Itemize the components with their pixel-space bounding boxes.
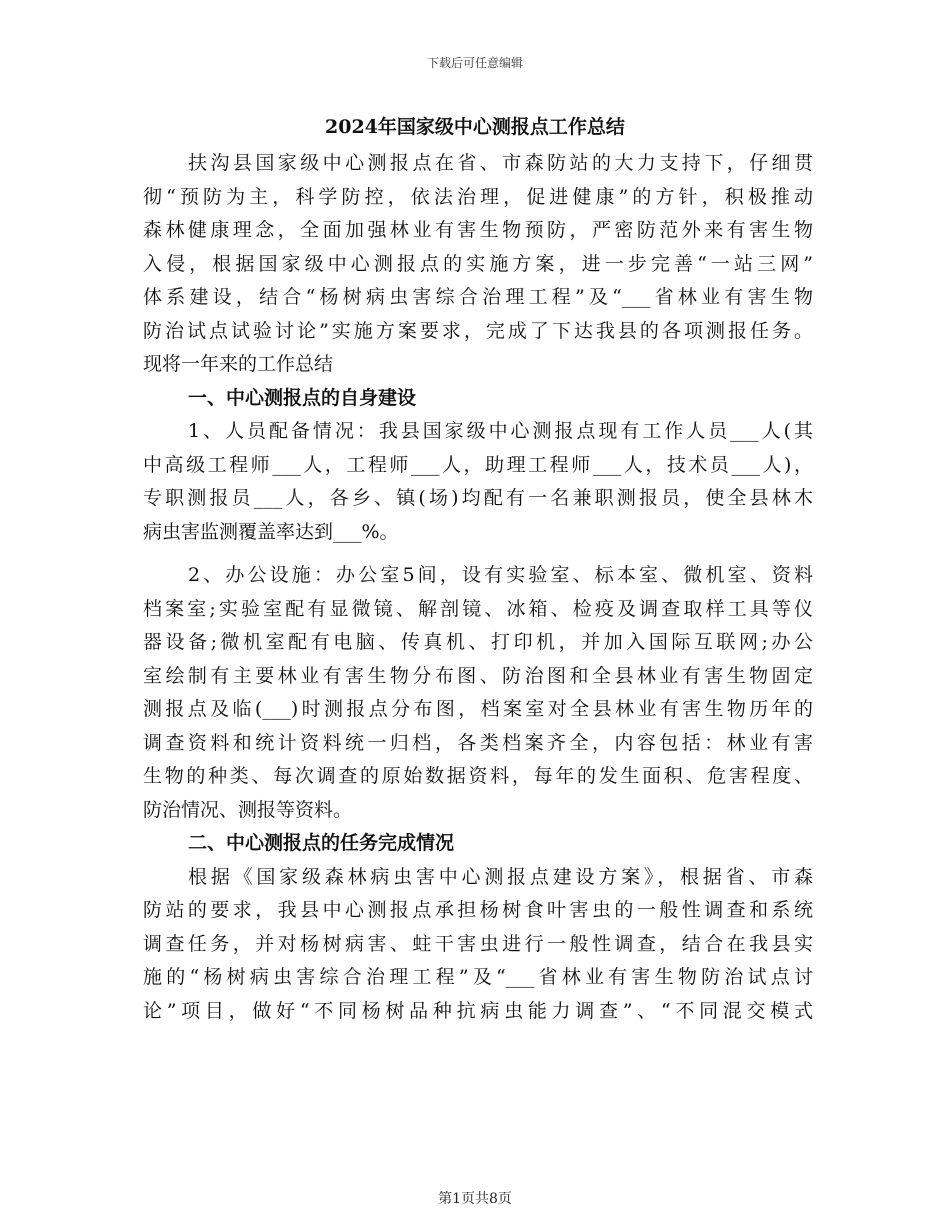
paragraph-line: 入侵，根据国家级中心测报点的实施方案，进一步完善“一站三网” (143, 252, 813, 275)
paragraph-line: 室绘制有主要林业有害生物分布图、防治图和全县林业有害生物固定 (143, 664, 813, 687)
paragraph-line: 论”项目，做好“不同杨树品种抗病虫能力调查”、“不同混交模式 (143, 999, 813, 1022)
paragraph-line: 防治试点试验讨论”实施方案要求，完成了下达我县的各项测报任务。 (143, 319, 813, 342)
paragraph-line: 生物的种类、每次调查的原始数据资料，每年的发生面积、危害程度、 (143, 765, 813, 787)
paragraph-line: 施的“杨树病虫害综合治理工程”及“___省林业有害生物防治试点讨 (143, 966, 813, 988)
paragraph-line: 体系建设，结合“杨树病虫害综合治理工程”及“___省林业有害生物 (143, 286, 813, 308)
paragraph-line: 调查任务，并对杨树病害、蛀干害虫进行一般性调查，结合在我县实 (143, 932, 813, 955)
paragraph-line: 1、人员配备情况：我县国家级中心测报点现有工作人员___人(其 (188, 420, 813, 442)
paragraph-line: 调查资料和统计资料统一归档，各类档案齐全，内容包括：林业有害 (143, 731, 813, 754)
paragraph-line: 森林健康理念，全面加强林业有害生物预防，严密防范外来有害生物 (143, 219, 813, 241)
paragraph-line: 器设备;微机室配有电脑、传真机、打印机，并加入国际互联网;办公 (143, 631, 813, 653)
paragraph-line: 彻“预防为主，科学防控，依法治理，促进健康”的方针，积极推动 (143, 185, 813, 208)
paragraph-line: 2、办公设施：办公室5间，设有实验室、标本室、微机室、资料 (188, 564, 813, 586)
document-title: 2024年国家级中心测报点工作总结 (325, 116, 625, 138)
paragraph-line: 专职测报员___人，各乡、镇(场)均配有一名兼职测报员，使全县林木 (143, 487, 813, 509)
paragraph-line: 根据《国家级森林病虫害中心测报点建设方案》，根据省、市森 (188, 865, 813, 888)
section-heading: 二、中心测报点的任务完成情况 (188, 832, 455, 854)
paragraph-line: 防站的要求，我县中心测报点承担杨树食叶害虫的一般性调查和系统 (143, 899, 813, 921)
section-heading: 一、中心测报点的自身建设 (188, 386, 417, 409)
paragraph-line: 防治情况、测报等资料。 (143, 798, 353, 821)
paragraph-line: 中高级工程师___人，工程师___人，助理工程师___人，技术员___人)， (143, 453, 813, 476)
paragraph-line: 病虫害监测覆盖率达到___%。 (143, 520, 399, 543)
paragraph-line: 现将一年来的工作总结 (143, 353, 334, 375)
page-number: 第1页共8页 (438, 1191, 512, 1207)
document-body (143, 147, 813, 1028)
paragraph-line: 档案室;实验室配有显微镜、解剖镜、冰箱、检疫及调查取样工具等仪 (143, 597, 813, 620)
paragraph-line: 扶沟县国家级中心测报点在省、市森防站的大力支持下，仔细贯 (188, 152, 813, 174)
paragraph-line: 测报点及临(___)时测报点分布图，档案室对全县林业有害生物历年的 (143, 698, 813, 720)
page-header-note: 下载后可任意编辑 (426, 56, 523, 70)
